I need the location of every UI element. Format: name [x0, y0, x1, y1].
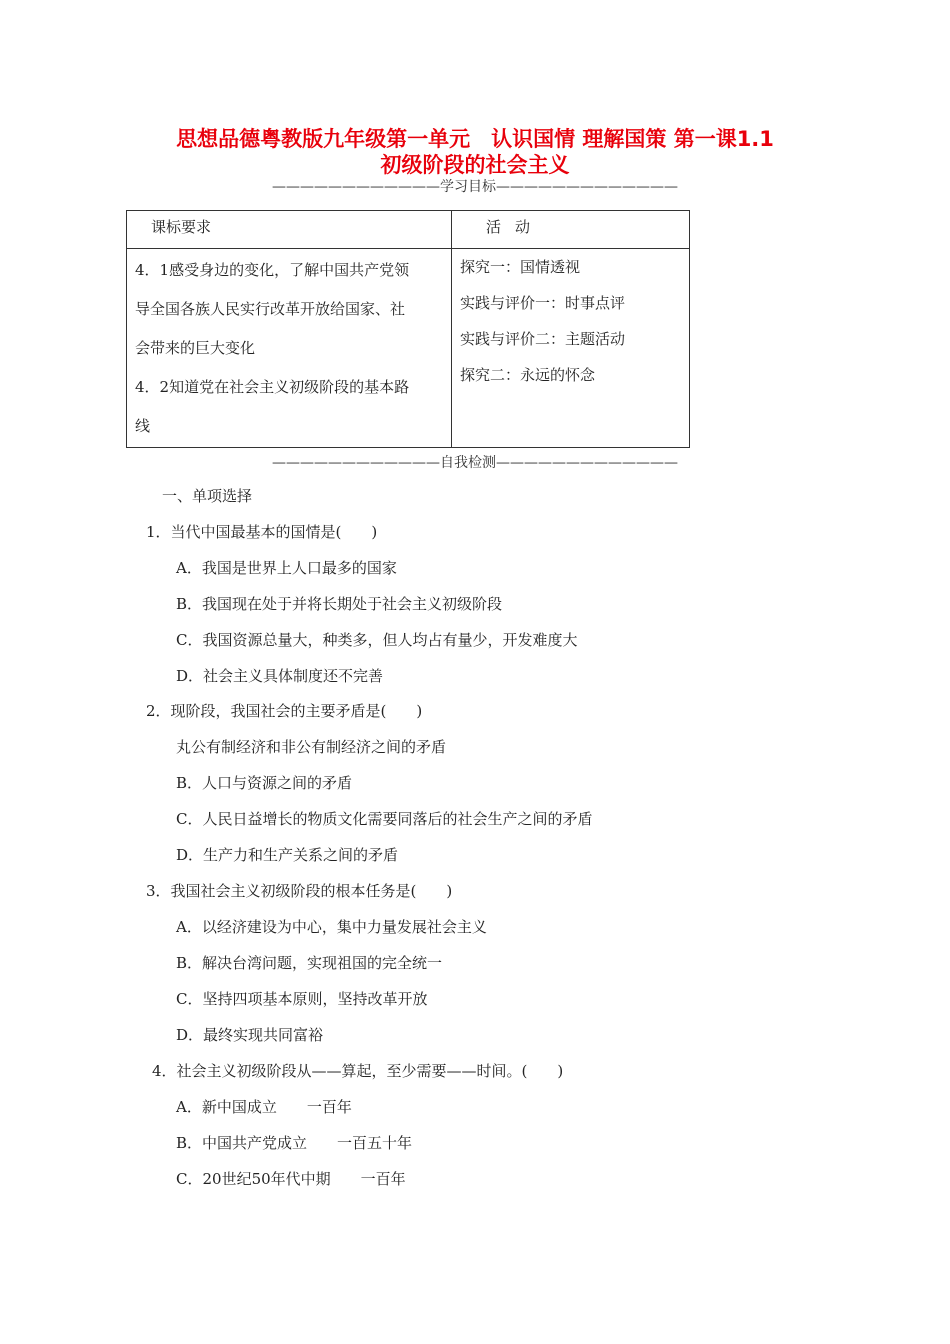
- document-title-line-1: 思想品德粤教版九年级第一单元 认识国情 理解国策 第一课1.1: [176, 127, 774, 151]
- question-option: B．人口与资源之间的矛盾: [176, 774, 353, 792]
- requirement-line: 4．2知道党在社会主义初级阶段的基本路: [135, 378, 410, 396]
- section-divider-goals: ————————————学习目标—————————————: [272, 179, 678, 195]
- goals-table-header-row: [127, 211, 690, 249]
- section-divider-selftest: ————————————自我检测—————————————: [272, 455, 678, 471]
- requirement-line: 线: [135, 417, 151, 435]
- question-option: D．生产力和生产关系之间的矛盾: [176, 846, 399, 864]
- goals-table: [126, 210, 690, 448]
- requirement-line: 导全国各族人民实行改革开放给国家、社: [135, 300, 406, 318]
- question-option: C．坚持四项基本原则，坚持改革开放: [176, 990, 428, 1008]
- question-option: D．最终实现共同富裕: [176, 1026, 324, 1044]
- requirement-line: 会带来的巨大变化: [135, 339, 256, 357]
- question-option: A．新中国成立 一百年: [176, 1098, 352, 1116]
- question-option: C．20世纪50年代中期 一百年: [176, 1170, 406, 1188]
- question-option: C．人民日益增长的物质文化需要同落后的社会生产之间的矛盾: [176, 810, 593, 828]
- header-activities: 活动: [452, 211, 690, 249]
- question-stem: 1．当代中国最基本的国情是( ): [146, 523, 378, 541]
- question-stem: 2．现阶段，我国社会的主要矛盾是( ): [146, 702, 423, 720]
- question-option: A．我国是世界上人口最多的国家: [176, 559, 397, 577]
- question-option: B．中国共产党成立 一百五十年: [176, 1134, 413, 1152]
- question-option: B．解决台湾问题，实现祖国的完全统一: [176, 954, 443, 972]
- document-title-line-2: 初级阶段的社会主义: [380, 153, 570, 177]
- activity-line: 探究一：国情透视: [460, 258, 581, 276]
- activity-line: 探究二：永远的怀念: [460, 366, 596, 384]
- question-stem: 4．社会主义初级阶段从——算起，至少需要——时间。( ): [152, 1062, 564, 1080]
- question-option: C．我国资源总量大，种类多，但人均占有量少，开发难度大: [176, 631, 578, 649]
- question-option: A．以经济建设为中心，集中力量发展社会主义: [176, 918, 487, 936]
- activity-line: 实践与评价二：主题活动: [460, 330, 626, 348]
- question-option: D．社会主义具体制度还不完善: [176, 667, 384, 685]
- activities-cell: [452, 249, 690, 448]
- requirement-line: 4．1感受身边的变化，了解中国共产党领: [135, 261, 410, 279]
- header-requirements: 课标要求: [127, 211, 452, 249]
- activity-line: 实践与评价一：时事点评: [460, 294, 626, 312]
- question-stem: 3．我国社会主义初级阶段的根本任务是( ): [146, 882, 453, 900]
- question-option: B．我国现在处于并将长期处于社会主义初级阶段: [176, 595, 503, 613]
- part-heading: 一、单项选择: [162, 487, 253, 505]
- goals-table-body-row: [127, 249, 690, 448]
- requirements-cell: [127, 249, 452, 448]
- question-option: 丸公有制经济和非公有制经济之间的矛盾: [176, 738, 447, 756]
